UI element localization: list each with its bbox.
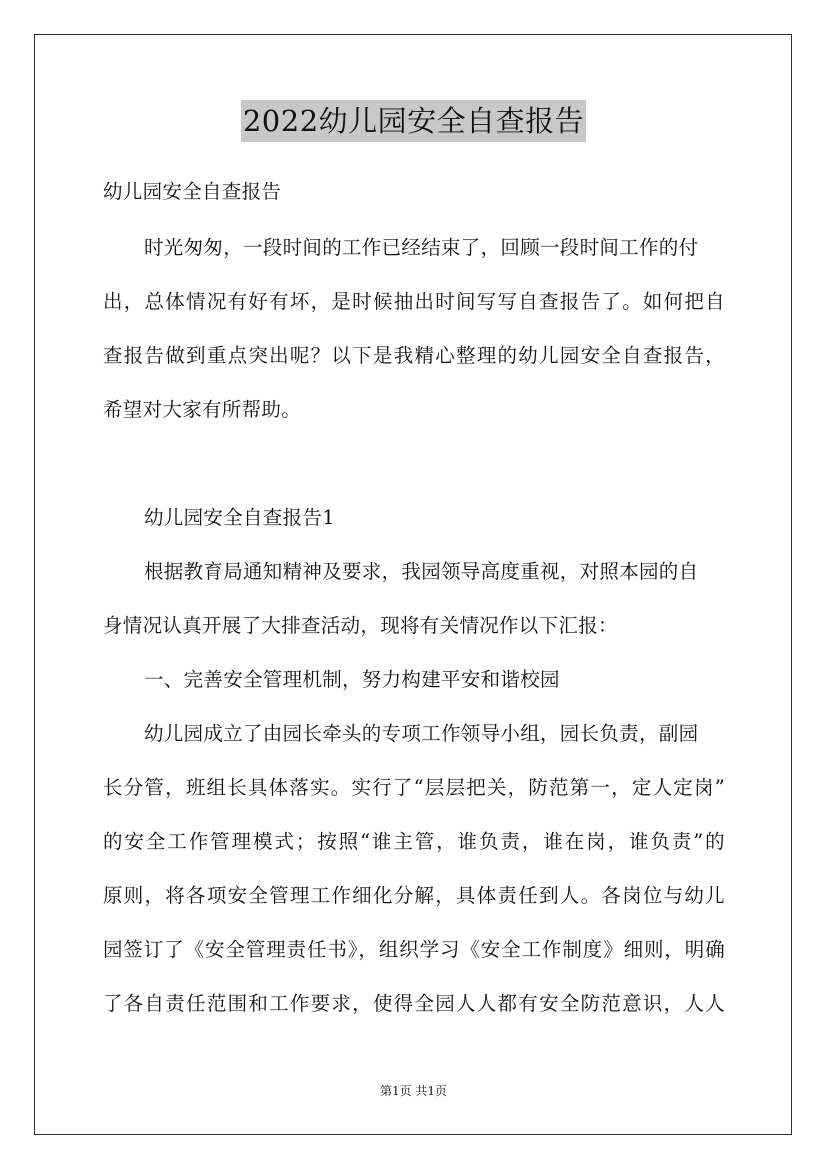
- section-heading: 幼儿园安全自查报告1: [144, 506, 335, 529]
- paragraph-line: 根据教育局通知精神及要求，我园领导高度重视，对照本园的自: [144, 560, 699, 583]
- paragraph-line: 身情况认真开展了大排查活动，现将有关情况作以下汇报：: [103, 614, 618, 637]
- paragraph-line: 园签订了《安全管理责任书》，组织学习《安全工作制度》细则，明确: [103, 938, 725, 961]
- paragraph-line: 原则，将各项安全管理工作细化分解，具体责任到人。各岗位与幼儿: [103, 884, 725, 907]
- paragraph-line: 幼儿园成立了由园长牵头的专项工作领导小组，园长负责，副园: [144, 722, 699, 745]
- document-title: 2022幼儿园安全自查报告: [241, 100, 586, 142]
- intro-line: 出，总体情况有好有坏，是时候抽出时间写写自查报告了。如何把自: [103, 290, 725, 313]
- intro-line: 查报告做到重点突出呢？以下是我精心整理的幼儿园安全自查报告，: [103, 344, 725, 367]
- title-container: [0, 100, 827, 142]
- document-subtitle: 幼儿园安全自查报告: [103, 180, 282, 203]
- paragraph-line: 的安全工作管理模式；按照“谁主管，谁负责，谁在岗，谁负责”的: [103, 830, 725, 853]
- paragraph-line: 了各自责任范围和工作要求，使得全园人人都有安全防范意识，人人: [103, 992, 725, 1015]
- intro-line: 时光匆匆，一段时间的工作已经结束了，回顾一段时间工作的付: [144, 236, 699, 259]
- paragraph-line: 长分管，班组长具体落实。实行了“层层把关，防范第一，定人定岗”: [103, 776, 725, 799]
- intro-line: 希望对大家有所帮助。: [103, 398, 302, 421]
- page-footer: 第1页 共1页: [379, 1084, 448, 1098]
- subheading: 一、完善安全管理机制，努力构建平安和谐校园: [144, 668, 560, 691]
